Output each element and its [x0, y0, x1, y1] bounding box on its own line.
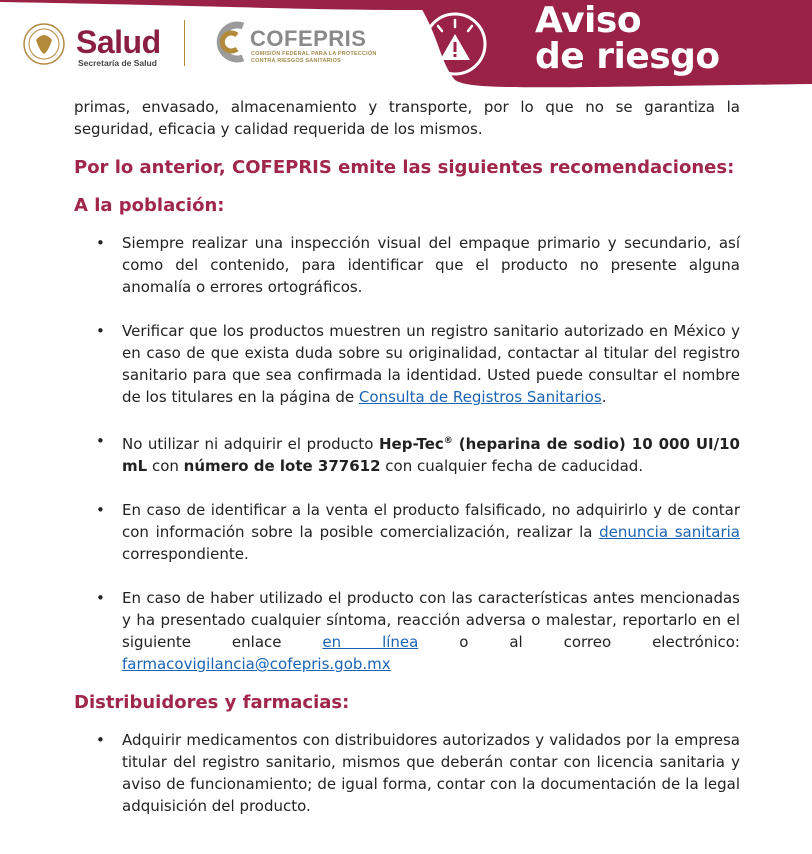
denuncia-sanitaria-link[interactable]: denuncia sanitaria	[599, 523, 740, 541]
recommendations-heading: Por lo anterior, COFEPRIS emite las siguientes recomendaciones:	[74, 157, 735, 178]
page-header	[0, 0, 812, 90]
logo-divider	[184, 20, 185, 66]
population-list	[74, 232, 740, 675]
product-detail: (heparina de sodio) 10 000 UI/10 mL	[122, 435, 740, 475]
population-heading: A la población:	[74, 195, 225, 216]
list-item	[74, 499, 740, 565]
list-item-text: En caso de identificar a la venta el producto falsificado, no adquirirlo y de contar con información sobre la posible comercialización, realizar la	[122, 501, 740, 541]
registered-mark: ®	[443, 436, 453, 446]
distributors-list	[74, 729, 740, 817]
list-item-text: Siempre realizar una inspección visual del empaque primario y secundario, así como del contenido, para identificar que el producto no presente alguna anomalía o errores ortográficos.	[122, 234, 740, 296]
list-item-text	[122, 587, 740, 653]
list-item-text: con cualquier fecha de caducidad.	[380, 457, 644, 475]
aviso-title-line1: Aviso	[535, 0, 642, 41]
intro-paragraph: primas, envasado, almacenamiento y transporte, por lo que no se garantiza la seguridad, eficacia y calidad requerida de los mismos.	[74, 98, 740, 138]
list-item-text: correspondiente.	[122, 545, 249, 563]
item5-text: En caso de haber utilizado el producto con las características antes mencionadas y ha presentado cualquier síntoma, reacción adversa o malestar, reportarlo en el siguiente enlace	[122, 589, 740, 651]
list-item-text: con	[147, 457, 184, 475]
document-body	[74, 96, 740, 817]
cofepris-subtitle-2: CONTRA RIESGOS SANITARIOS	[251, 58, 341, 64]
list-item	[74, 729, 740, 817]
item5-mid: o al correo electrónico:	[418, 633, 740, 651]
list-item	[74, 320, 740, 408]
email-link[interactable]: farmacovigilancia@cofepris.gob.mx	[122, 655, 391, 673]
cofepris-wordmark: COFEPRIS	[250, 26, 367, 51]
lot-number: número de lote 377612	[183, 457, 381, 475]
list-item-text: Verificar que los productos muestren un registro sanitario autorizado en México y en caso de que exista duda sobre su originalidad, contactar al titular del registro sanitario para que sea confirmada la identidad. Usted puede consultar el nombre de los titulares en la página de	[122, 322, 740, 406]
list-item	[74, 430, 740, 477]
list-item	[74, 587, 740, 675]
list-item-text: Adquirir medicamentos con distribuidores autorizados y validados por la empresa titular del registro sanitario, mismos que deberán contar con licencia sanitaria y aviso de funcionamiento; de igual forma, contar con la documentación de la legal adquisición del producto.	[122, 731, 740, 815]
registros-sanitarios-link[interactable]: Consulta de Registros Sanitarios	[358, 388, 602, 406]
salud-subtitle: Secretaría de Salud	[78, 58, 157, 68]
distributors-heading: Distribuidores y farmacias:	[74, 692, 350, 713]
aviso-title-line2: de riesgo	[535, 36, 720, 77]
en-linea-link[interactable]: en línea	[322, 633, 419, 651]
cofepris-subtitle-1: COMISIÓN FEDERAL PARA LA PROTECCIÓN	[251, 51, 377, 57]
list-item	[74, 232, 740, 298]
national-seal-icon	[24, 24, 64, 64]
list-item-text: No utilizar ni adquirir el producto	[122, 435, 379, 453]
list-item-text: .	[601, 388, 607, 406]
salud-wordmark: Salud	[76, 24, 161, 60]
cofepris-logo-icon	[220, 25, 243, 59]
product-name: Hep-Tec	[378, 435, 444, 453]
